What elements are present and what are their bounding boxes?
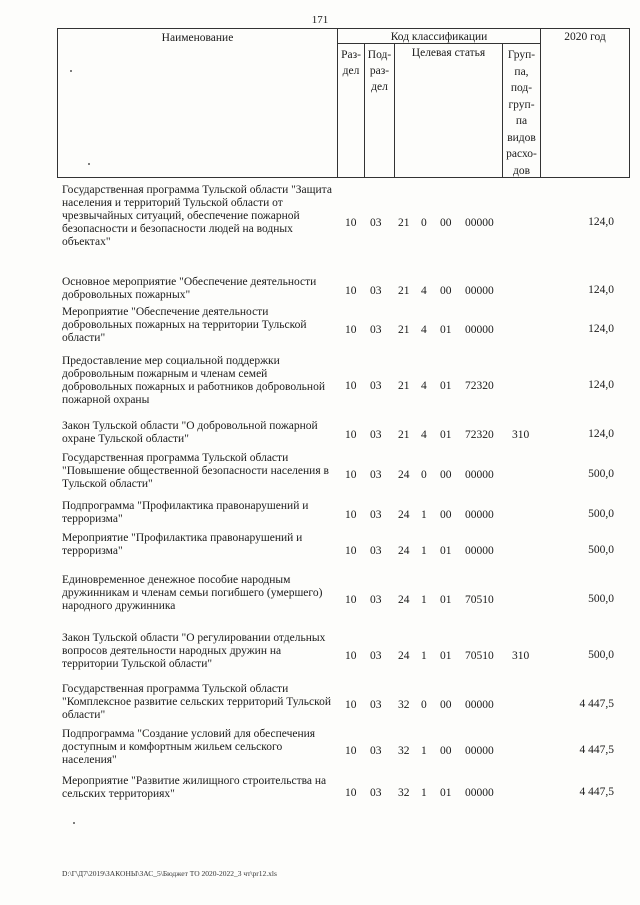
code-t1: 32 [398,699,410,711]
amount-2020: 500,0 [588,649,614,661]
code-t3: 01 [440,324,452,336]
code-t1: 24 [398,509,410,521]
row-name: Мероприятие "Развитие жилищного строительства на сельских территориях" [62,775,327,800]
code-t3: 01 [440,650,452,662]
code-t4: 70510 [465,650,494,662]
code-r: 10 [345,285,357,297]
code-t1: 24 [398,650,410,662]
code-t2: 1 [421,594,427,606]
code-t1: 32 [398,787,410,799]
scan-speck [70,70,72,72]
amount-2020: 4 447,5 [579,698,614,710]
code-t4: 72320 [465,380,494,392]
code-r: 10 [345,324,357,336]
header-year: 2020 год [540,28,630,178]
table-row [0,184,640,262]
code-r: 10 [345,650,357,662]
code-r: 10 [345,429,357,441]
amount-2020: 500,0 [588,508,614,520]
code-t3: 00 [440,699,452,711]
code-pr: 03 [370,429,382,441]
amount-2020: 500,0 [588,593,614,605]
code-t2: 4 [421,380,427,392]
code-pr: 03 [370,787,382,799]
code-t2: 4 [421,429,427,441]
row-name: Подпрограмма "Создание условий для обеспечения доступным и комфортным жильем сельского населения" [62,728,316,766]
table-row [0,728,640,774]
code-t1: 21 [398,380,410,392]
code-t3: 01 [440,380,452,392]
code-t4: 00000 [465,745,494,757]
row-name: Основное мероприятие "Обеспечение деятельности добровольных пожарных" [62,276,317,301]
code-t4: 00000 [465,787,494,799]
table-row [0,683,640,727]
table-row [0,276,640,306]
code-t4: 72320 [465,429,494,441]
header-classification: Код классификации [337,28,541,44]
code-t4: 70510 [465,594,494,606]
code-pr: 03 [370,469,382,481]
code-t2: 1 [421,787,427,799]
amount-2020: 124,0 [588,428,614,440]
code-t2: 1 [421,545,427,557]
code-pr: 03 [370,745,382,757]
code-t1: 21 [398,324,410,336]
code-t1: 21 [398,285,410,297]
code-t3: 00 [440,285,452,297]
table-row [0,632,640,680]
code-t2: 4 [421,285,427,297]
amount-2020: 4 447,5 [579,786,614,798]
row-name: Предоставление мер социальной поддержки добровольным пожарным и членам семей добровольных пожарных и работников добровольной пожарной охраны [62,355,325,406]
code-r: 10 [345,380,357,392]
code-t2: 0 [421,217,427,229]
code-t3: 00 [440,509,452,521]
scan-speck [88,163,90,165]
code-t2: 1 [421,509,427,521]
code-r: 10 [345,594,357,606]
amount-2020: 500,0 [588,544,614,556]
table-row [0,775,640,811]
header-section: Раз- дел [337,43,365,178]
code-t3: 00 [440,469,452,481]
header-name: Наименование [57,28,338,178]
code-pr: 03 [370,324,382,336]
code-t2: 4 [421,324,427,336]
code-t3: 00 [440,217,452,229]
scan-speck [73,822,75,824]
row-name: Закон Тульской области "О регулировании отдельных вопросов деятельности народных дружин на территории Тульской области" [62,632,326,670]
amount-2020: 500,0 [588,468,614,480]
code-t4: 00000 [465,545,494,557]
row-name: Государственная программа Тульской области "Повышение общественной безопасности населения в Тульской области" [62,452,329,490]
code-t2: 0 [421,699,427,711]
row-name: Закон Тульской области "О добровольной пожарной охране Тульской области" [62,420,318,445]
code-t4: 00000 [465,699,494,711]
code-t3: 01 [440,594,452,606]
amount-2020: 124,0 [588,323,614,335]
code-t3: 00 [440,745,452,757]
file-path: D:\Г\Д7\2019\ЗАКОНЫ\ЗАС_5\Бюджет ТО 2020-2022_3 чт\pr12.xls [62,869,277,878]
code-t3: 01 [440,545,452,557]
code-t1: 24 [398,594,410,606]
code-pr: 03 [370,594,382,606]
code-r: 10 [345,745,357,757]
table-row [0,306,640,354]
table-row [0,574,640,626]
code-t3: 01 [440,429,452,441]
code-t4: 00000 [465,469,494,481]
code-r: 10 [345,787,357,799]
code-t2: 1 [421,650,427,662]
table-row [0,532,640,570]
code-grp: 310 [512,650,530,662]
code-t2: 1 [421,745,427,757]
code-pr: 03 [370,699,382,711]
amount-2020: 4 447,5 [579,744,614,756]
code-pr: 03 [370,217,382,229]
row-name: Единовременное денежное пособие народным дружинникам и членам семьи погибшего (умершего) народного дружинника [62,574,323,612]
row-name: Государственная программа Тульской области "Комплексное развитие сельских территорий Тульской области" [62,683,332,721]
code-t2: 0 [421,469,427,481]
code-r: 10 [345,699,357,711]
header-subsection: Под- раз- дел [364,43,395,178]
code-r: 10 [345,509,357,521]
header-group: Груп- па, под- груп- па видов расхо- дов [502,43,541,178]
code-t4: 00000 [465,324,494,336]
code-r: 10 [345,469,357,481]
code-t1: 24 [398,469,410,481]
code-pr: 03 [370,650,382,662]
amount-2020: 124,0 [588,379,614,391]
code-t1: 21 [398,217,410,229]
row-name: Подпрограмма "Профилактика правонарушений и терроризма" [62,500,309,525]
code-t1: 24 [398,545,410,557]
code-r: 10 [345,217,357,229]
page-number: 171 [311,14,329,26]
table-row [0,452,640,498]
code-t3: 01 [440,787,452,799]
table-row [0,500,640,530]
row-name: Мероприятие "Обеспечение деятельности добровольных пожарных на территории Тульской области" [62,306,307,344]
amount-2020: 124,0 [588,284,614,296]
table-row [0,420,640,450]
code-pr: 03 [370,380,382,392]
code-t4: 00000 [465,509,494,521]
code-r: 10 [345,545,357,557]
code-t1: 32 [398,745,410,757]
code-pr: 03 [370,285,382,297]
row-name: Государственная программа Тульской области "Защита населения и территорий Тульской области от чрезвычайных ситуаций, обеспечение пожарной безопасности и безопасности людей на водных объектах" [62,184,332,248]
code-pr: 03 [370,509,382,521]
code-t4: 00000 [465,217,494,229]
row-name: Мероприятие "Профилактика правонарушений и терроризма" [62,532,303,557]
code-t4: 00000 [465,285,494,297]
header-target: Целевая статья [394,43,503,178]
code-t1: 21 [398,429,410,441]
code-grp: 310 [512,429,530,441]
table-row [0,355,640,417]
code-pr: 03 [370,545,382,557]
amount-2020: 124,0 [588,216,614,228]
